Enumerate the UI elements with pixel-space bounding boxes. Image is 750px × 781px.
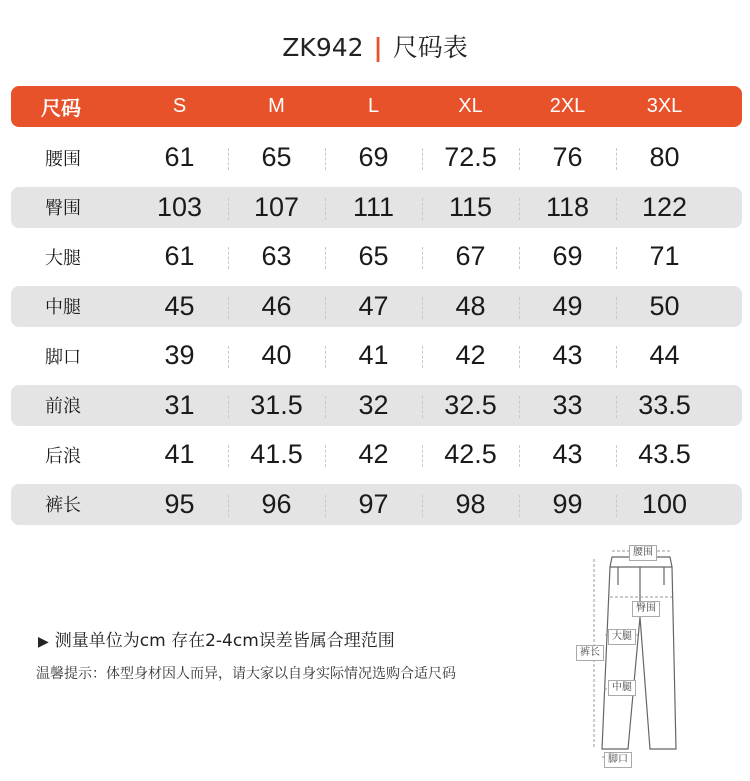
page-title [0, 28, 750, 64]
diagram-label-length: 裤长 [576, 645, 604, 661]
size-header: XL [458, 95, 483, 117]
size-header: 3XL [646, 95, 683, 117]
table-cell: 43.5 [616, 439, 713, 470]
table-cell: 39 [164, 340, 195, 370]
diagram-label-knee: 中腿 [608, 680, 636, 696]
table-row [11, 434, 742, 475]
table-cell: 107 [228, 192, 325, 223]
table-cell: 98 [422, 489, 519, 520]
table-cell: 32 [325, 390, 422, 421]
diagram-label-thigh: 大腿 [608, 629, 636, 645]
notes [38, 626, 456, 683]
table-cell: 47 [325, 291, 422, 322]
size-header: L [367, 95, 380, 117]
table-cell: 72.5 [422, 142, 519, 173]
table-cell: 65 [228, 142, 325, 173]
table-cell: 45 [164, 290, 195, 321]
corner-label: 尺码 [41, 96, 81, 120]
row-label: 裤长 [45, 495, 81, 516]
table-cell: 42.5 [422, 439, 519, 470]
size-tip: 温馨提示：体型身材因人而异，请大家以自身实际情况选购合适尺码 [36, 666, 456, 682]
table-cell: 41.5 [228, 439, 325, 470]
table-row [11, 484, 742, 525]
table-cell: 61 [164, 142, 195, 172]
table-cell: 122 [616, 192, 713, 223]
size-table [11, 86, 742, 533]
table-cell: 103 [156, 191, 203, 222]
diagram-label-hip: 臀围 [632, 601, 660, 617]
size-header: 2XL [549, 95, 586, 117]
triangle-bullet-icon: ▶ [38, 634, 49, 650]
row-label: 中腿 [45, 297, 81, 318]
row-label: 前浪 [45, 396, 81, 417]
table-cell: 65 [325, 241, 422, 272]
table-row [11, 236, 742, 277]
table-cell: 80 [616, 142, 713, 173]
table-cell: 67 [422, 241, 519, 272]
table-cell: 31.5 [228, 390, 325, 421]
table-cell: 115 [422, 192, 519, 223]
size-header: M [268, 95, 285, 117]
measurement-text: 测量单位为cm 存在2-4cm误差皆属合理范围 [54, 631, 395, 651]
table-cell: 69 [519, 241, 616, 272]
measurement-note [38, 626, 456, 651]
title-separator: | [373, 33, 383, 62]
table-row [11, 187, 742, 228]
diagram-label-waist: 腰围 [629, 545, 657, 561]
row-label: 臀围 [45, 198, 81, 219]
diagram-label-hem: 脚口 [604, 752, 632, 768]
table-cell: 41 [164, 439, 195, 469]
chart-title: 尺码表 [392, 33, 468, 62]
table-cell: 69 [325, 142, 422, 173]
table-row [11, 385, 742, 426]
table-cell: 43 [519, 439, 616, 470]
table-cell: 33.5 [616, 390, 713, 421]
table-cell: 71 [616, 241, 713, 272]
table-row [11, 286, 742, 327]
table-cell: 61 [164, 241, 195, 271]
product-code: ZK942 [282, 33, 364, 62]
table-cell: 96 [228, 489, 325, 520]
table-cell: 100 [616, 489, 713, 520]
table-row [11, 137, 742, 178]
pants-diagram [572, 537, 692, 775]
size-header-row [11, 86, 742, 127]
table-cell: 111 [325, 192, 422, 223]
table-cell: 44 [616, 340, 713, 371]
table-cell: 95 [164, 488, 195, 519]
table-cell: 50 [616, 291, 713, 322]
table-cell: 118 [519, 192, 616, 223]
table-cell: 63 [228, 241, 325, 272]
table-row [11, 335, 742, 376]
table-cell: 42 [422, 340, 519, 371]
row-label: 后浪 [45, 445, 81, 467]
table-cell: 41 [325, 340, 422, 371]
table-cell: 31 [164, 389, 195, 420]
table-cell: 32.5 [422, 390, 519, 421]
row-label: 大腿 [45, 247, 81, 269]
table-cell: 33 [519, 390, 616, 421]
table-cell: 48 [422, 291, 519, 322]
table-cell: 49 [519, 291, 616, 322]
table-cell: 40 [228, 340, 325, 371]
row-label: 腰围 [45, 148, 81, 170]
row-label: 脚口 [45, 346, 81, 368]
table-cell: 99 [519, 489, 616, 520]
table-cell: 76 [519, 142, 616, 173]
size-header: S [172, 95, 187, 117]
table-cell: 43 [519, 340, 616, 371]
table-cell: 97 [325, 489, 422, 520]
table-cell: 46 [228, 291, 325, 322]
table-cell: 42 [325, 439, 422, 470]
